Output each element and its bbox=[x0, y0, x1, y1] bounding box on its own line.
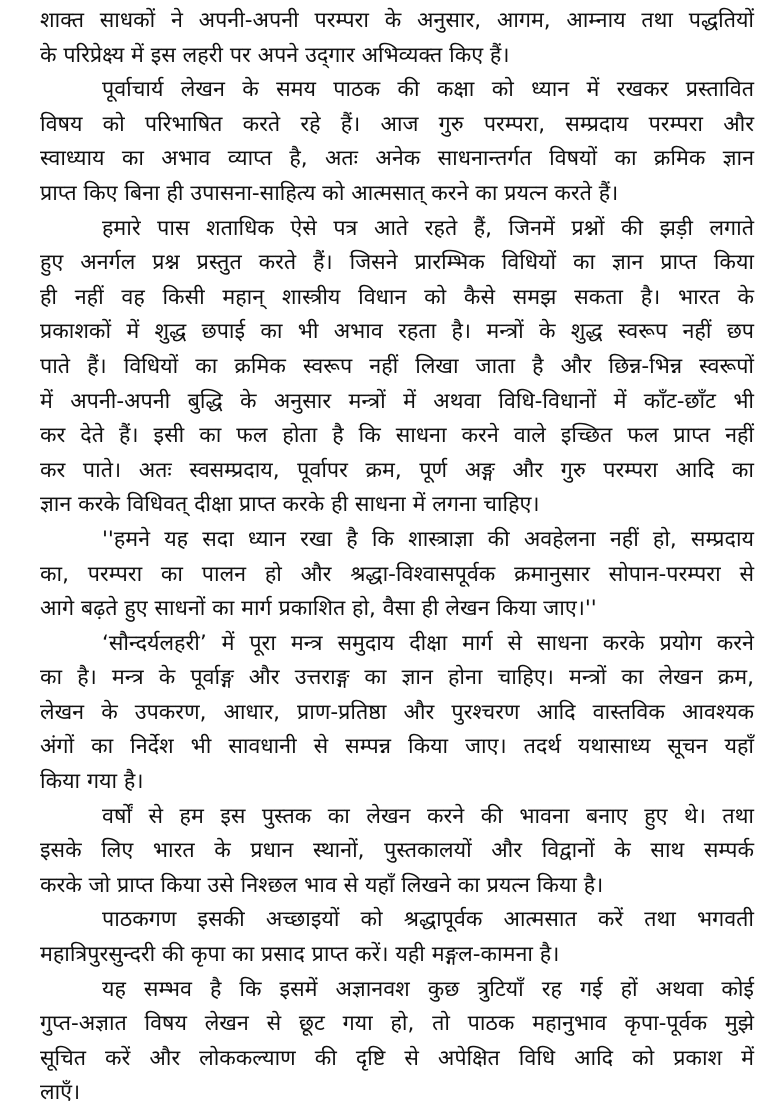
text-line: वर्षों से हम इस पुस्तक का लेखन करने की भावना बनाए हुए थे। तथा bbox=[102, 803, 754, 829]
text-line: प्रकाशकों में शुद्ध छपाई का भी अभाव रहता है। मन्त्रों के शुद्ध स्वरूप नहीं छप bbox=[40, 319, 754, 345]
text-line: किया गया है। bbox=[40, 769, 144, 795]
text-line: स्वाध्याय का अभाव व्याप्त है, अतः अनेक साधनान्तर्गत विषयों का क्रमिक ज्ञान bbox=[40, 146, 754, 172]
text-line: इसके लिए भारत के प्रधान स्थानों, पुस्तकालयों और विद्वानों के साथ सम्पर्क bbox=[40, 838, 754, 864]
text-line: गुप्त-अज्ञात विषय लेखन से छूट गया हो, तो पाठक महानुभाव कृपा-पूर्वक मुझे bbox=[40, 1011, 754, 1037]
text-line: सूचित करें और लोककल्याण की दृष्टि से अपेक्षित विधि आदि को प्रकाश में bbox=[40, 1045, 754, 1071]
paragraph bbox=[40, 627, 754, 800]
text-line: ही नहीं वह किसी महान् शास्त्रीय विधान को कैसे समझ सकता है। भारत के bbox=[40, 284, 754, 310]
text-line: ज्ञान करके विधिवत् दीक्षा प्राप्त करके ही साधना में लगना चाहिए। bbox=[40, 492, 540, 518]
text-line: प्राप्त किए बिना ही उपासना-साहित्य को आत्मसात् करने का प्रयत्न करते हैं। bbox=[40, 180, 619, 206]
text-line: का है। मन्त्र के पूर्वाङ्ग और उत्तराङ्ग का ज्ञान होना चाहिए। मन्त्रों का लेखन क्रम, bbox=[40, 665, 754, 691]
text-line: आगे बढ़ते हुए साधनों का मार्ग प्रकाशित हो, वैसा ही लेखन किया जाए।'' bbox=[40, 596, 597, 622]
text-line: ‘सौन्दर्यलहरी’ में पूरा मन्त्र समुदाय दीक्षा मार्ग से साधना करके प्रयोग करने bbox=[102, 630, 754, 656]
text-line: हुए अनर्गल प्रश्न प्रस्तुत करते हैं। जिसने प्रारम्भिक विधियों का ज्ञान प्राप्त किया bbox=[40, 250, 754, 276]
text-line: अंगों का निर्देश भी सावधानी से सम्पन्न किया जाए। तदर्थ यथासाध्य सूचन यहाँ bbox=[40, 734, 754, 760]
text-line: शाक्त साधकों ने अपनी-अपनी परम्परा के अनुसार, आगम, आम्नाय तथा पद्धतियों bbox=[40, 8, 754, 33]
text-line: कर पाते। अतः स्वसम्प्रदाय, पूर्वापर क्रम, पूर्ण अङ्ग और गुरु परम्परा आदि का bbox=[40, 457, 754, 483]
text-line: पूर्वाचार्य लेखन के समय पाठक की कक्षा को ध्यान में रखकर प्रस्तावित bbox=[102, 77, 754, 103]
text-line: पाठकगण इसकी अच्छाइयों को श्रद्धापूर्वक आत्मसात करें तथा भगवती bbox=[102, 907, 754, 933]
paragraph bbox=[40, 523, 754, 627]
paragraph bbox=[40, 4, 754, 73]
text-line: महात्रिपुरसुन्दरी की कृपा का प्रसाद प्राप्त करें। यही मङ्गल-कामना है। bbox=[40, 942, 560, 968]
text-line: लेखन के उपकरण, आधार, प्राण-प्रतिष्ठा और पुरश्चरण आदि वास्तविक आवश्यक bbox=[40, 699, 754, 725]
paragraph bbox=[40, 903, 754, 972]
paragraph bbox=[40, 212, 754, 523]
paragraph bbox=[40, 800, 754, 904]
text-line: विषय को परिभाषित करते रहे हैं। आज गुरु परम्परा, सम्प्रदाय परम्परा और bbox=[40, 111, 754, 137]
text-line: का, परम्परा का पालन हो और श्रद्धा-विश्वासपूर्वक क्रमानुसार सोपान-परम्परा से bbox=[40, 561, 754, 587]
text-line: ''हमने यह सदा ध्यान रखा है कि शास्त्राज्ञा की अवहेलना नहीं हो, सम्प्रदाय bbox=[102, 526, 754, 552]
text-line: पाते हैं। विधियों का क्रमिक स्वरूप नहीं लिखा जाता है और छिन्न-भिन्न स्वरूपों bbox=[40, 353, 754, 379]
text-line: लाएँ। bbox=[40, 1080, 81, 1106]
body-text bbox=[40, 4, 754, 1111]
text-line: में अपनी-अपनी बुद्धि के अनुसार मन्त्रों में अथवा विधि-विधानों में काँट-छाँट भी bbox=[40, 388, 754, 414]
text-line: यह सम्भव है कि इसमें अज्ञानवश कुछ त्रुटियाँ रह गई हों अथवा कोई bbox=[102, 976, 754, 1002]
text-line: हमारे पास शताधिक ऐसे पत्र आते रहते हैं, जिनमें प्रश्नों की झड़ी लगाते bbox=[102, 215, 754, 241]
text-line: कर देते हैं। इसी का फल होता है कि साधना करने वाले इच्छित फल प्राप्त नहीं bbox=[40, 423, 754, 449]
paragraph bbox=[40, 973, 754, 1111]
text-line: के परिप्रेक्ष्य में इस लहरी पर अपने उद्‌गार अभिव्यक्त किए हैं। bbox=[40, 42, 510, 68]
text-line: करके जो प्राप्त किया उसे निश्छल भाव से यहाँ लिखने का प्रयत्न किया है। bbox=[40, 872, 604, 898]
paragraph bbox=[40, 73, 754, 211]
